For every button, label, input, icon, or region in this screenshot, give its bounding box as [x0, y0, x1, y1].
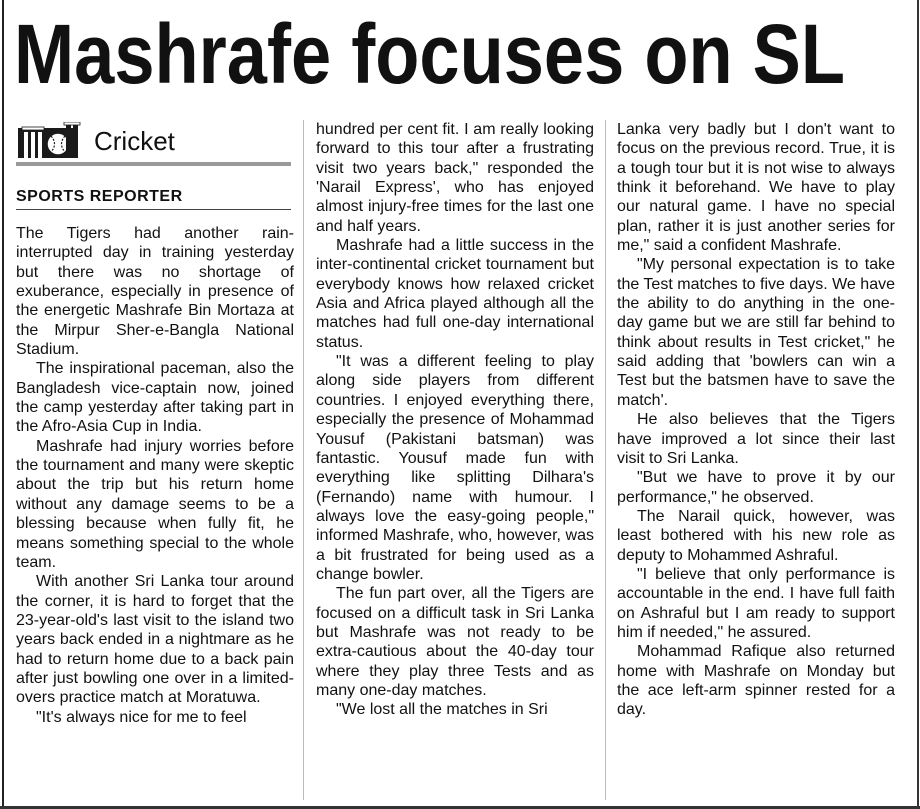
paragraph: The fun part over, all the Tigers are focused on a difficult task in Sri Lanka but Mashrafe was not ready to be extra-cautious about the 40-day tour where they play three Tests and as many one-day matches.	[316, 585, 594, 699]
column-divider	[303, 120, 304, 800]
column-3	[617, 120, 895, 720]
paragraph: "My personal expectation is to take the Test matches to five days. We have the ability to do anything in the one-day game but we are still far behind to think about results in Test cricket," he said adding that 'bowlers can win a Test but the batsmen have to save the match'.	[617, 256, 895, 409]
paragraph: Mashrafe had a little success in the inter-continental cricket tournament but everybody knows how relaxed cricket Asia and Africa played although all the matches had full one-day international status.	[316, 237, 594, 351]
paragraph: Mashrafe had injury worries before the tournament and many were skeptic about the trip but his return home without any damage seems to be a blessing because when fully fit, he means something special to the whole team.	[16, 437, 294, 571]
paragraph: With another Sri Lanka tour around the corner, it is hard to forget that the 23-year-old's last visit to the island two years back ended in a nightmare as he had to return home due to a back pain after just bowling one over in a limited-overs practice match at Moratuwa.	[16, 573, 294, 707]
category-header	[16, 120, 294, 162]
paragraph: "But we have to prove it by our performance," he observed.	[617, 469, 895, 506]
paragraph: hundred per cent fit. I am really looking forward to this tour after a frustrating visit two years back," responded the 'Narail Express', who has enjoyed almost injury-free times for the last one and half years.	[316, 121, 594, 235]
page-left-rule	[2, 0, 4, 809]
paragraph: He also believes that the Tigers have improved a lot since their last visit to Sri Lanka.	[617, 411, 895, 467]
headline: Mashrafe focuses on SL	[14, 7, 845, 101]
paragraph: Lanka very badly but I don't want to focus on the previous record. True, it is a tough tour but it is not wise to always think it beforehand. We have to play our natural game. I have no special plan, rather it is just another series for me," said a confident Mashrafe.	[617, 121, 895, 255]
article-body-column-1	[16, 224, 294, 727]
paragraph: "I believe that only performance is accountable in the end. I have full faith on Ashraful but I am ready to support him if needed," he assured.	[617, 565, 895, 641]
byline: SPORTS REPORTER	[16, 186, 291, 210]
paragraph: "We lost all the matches in Sri	[336, 701, 548, 719]
category-label: Cricket	[94, 126, 175, 156]
paragraph: Mohammad Rafique also returned home with Mashrafe on Monday but the ace left-arm spinner rested for a day.	[617, 643, 895, 719]
column-1	[16, 120, 294, 727]
paragraph: The Tigers had another rain-interrupted day in training yesterday but there was no shortage of exuberance, especially in presence of the energetic Mashrafe Bin Mortaza at the Mirpur Sher-e-Bangla National Stadium.	[16, 225, 294, 359]
paragraph: The inspirational paceman, also the Bangladesh vice-captain now, joined the camp yesterday after taking part in the Afro-Asia Cup in India.	[16, 360, 294, 436]
category-underline	[16, 162, 291, 166]
article-body-column-3	[617, 120, 895, 720]
paragraph: "It's always nice for me to feel	[36, 708, 247, 726]
page-right-rule	[917, 0, 919, 809]
paragraph: "It was a different feeling to play along side players from different countries. I enjoyed everything there, especially the presence of Mohammad Yousuf (Pakistani batsman) was fantastic. Yousuf made fun with everything like splitting Dilhara's (Fernando) name with humour. I always love the easy-going people," informed Mashrafe, who, however, was a bit frustrated for being used as a change bowler.	[316, 353, 594, 583]
cricket-ball-stumps-icon	[18, 122, 92, 158]
article-body-column-2	[316, 120, 594, 720]
column-divider	[605, 120, 606, 800]
paragraph: The Narail quick, however, was least bothered with his new role as deputy to Mohammed Ashraful.	[617, 507, 895, 564]
column-2	[316, 120, 594, 720]
